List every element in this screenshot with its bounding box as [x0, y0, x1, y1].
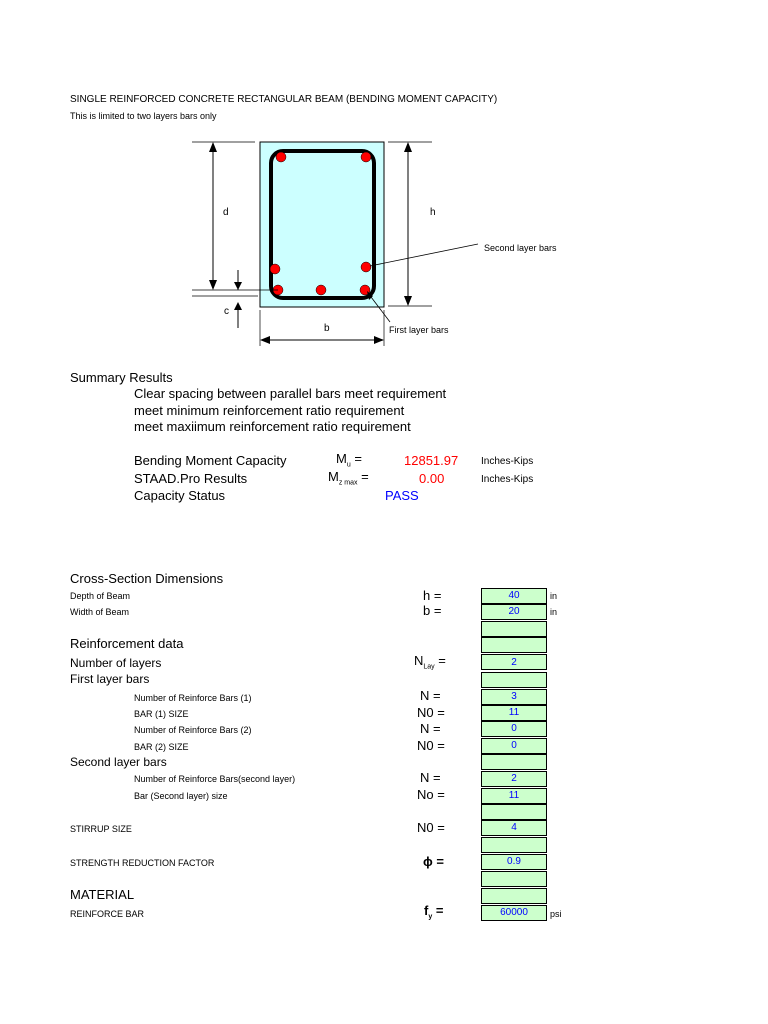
bar1-symbol: N0 = [417, 705, 445, 720]
dim-label-d: d [223, 207, 229, 218]
width-unit: in [550, 607, 558, 617]
bar2-symbol: N0 = [417, 738, 445, 753]
bar2-input[interactable]: 0 [511, 740, 517, 751]
top-bar-left [276, 152, 286, 162]
page-title: SINGLE REINFORCED CONCRETE RECTANGULAR BEAM (BENDING MOMENT CAPACITY) [70, 94, 498, 105]
dim-label-h: h [430, 207, 436, 218]
reinforcement-heading: Reinforcement data [70, 636, 184, 651]
layers-symbol: $N_{Lay}$ = [414, 653, 446, 671]
bending-capacity-value: 12851.97 [404, 453, 459, 468]
phi-symbol: ϕ = [423, 854, 444, 869]
depth-input[interactable]: 40 [508, 590, 520, 601]
n-second-label: Number of Reinforce Bars(second layer) [134, 774, 296, 784]
bending-capacity-unit: Inches-Kips [481, 456, 534, 467]
second-layer-heading: Second layer bars [70, 755, 167, 769]
first-layer-heading: First layer bars [70, 672, 150, 686]
page-subtitle: This is limited to two layers bars only [70, 111, 217, 121]
second-layer-label: Second layer bars [484, 243, 557, 253]
capacity-status-label: Capacity Status [134, 488, 226, 503]
phi-input[interactable]: 0.9 [507, 856, 521, 867]
fy-symbol: $f_y$ = [424, 903, 444, 921]
summary-line-spacing: Clear spacing between parallel bars meet requirement [134, 386, 447, 401]
layers-label: Number of layers [70, 656, 162, 670]
stirrup-label: STIRRUP SIZE [70, 824, 132, 834]
bar2-label: BAR (2) SIZE [134, 742, 189, 752]
fy-unit: psi [550, 909, 562, 919]
capacity-status-value: PASS [385, 488, 419, 503]
summary-line-min-ratio: meet minimum reinforcement ratio requirement [134, 403, 405, 418]
n2-input[interactable]: 0 [511, 723, 517, 734]
bar-second-input[interactable]: 11 [508, 790, 520, 801]
summary-line-max-ratio: meet maxiimum reinforcement ratio requirement [134, 419, 411, 434]
n2-label: Number of Reinforce Bars (2) [134, 725, 252, 735]
second-layer-bar-right [361, 262, 371, 272]
bar1-input[interactable]: 11 [508, 707, 520, 718]
dim-label-b: b [324, 323, 330, 334]
beam-section-diagram [0, 0, 768, 360]
n1-label: Number of Reinforce Bars (1) [134, 693, 252, 703]
n-second-symbol: N = [420, 770, 441, 785]
summary-heading: Summary Results [70, 370, 173, 385]
staad-results-symbol: $M_{z max}$ = [328, 469, 369, 487]
n1-input[interactable]: 3 [511, 691, 517, 702]
stirrup-input[interactable]: 4 [511, 822, 517, 833]
depth-symbol: h = [423, 588, 442, 603]
concrete-section [260, 142, 384, 307]
n1-symbol: N = [420, 688, 441, 703]
fy-label: REINFORCE BAR [70, 909, 145, 919]
depth-unit: in [550, 591, 558, 601]
cross-section-heading: Cross-Section Dimensions [70, 571, 224, 586]
layers-input[interactable]: 2 [511, 657, 517, 668]
width-input[interactable]: 20 [508, 606, 520, 617]
staad-results-unit: Inches-Kips [481, 474, 534, 485]
first-layer-label: First layer bars [389, 325, 449, 335]
bending-capacity-symbol: $M_u$ = [336, 451, 362, 469]
material-heading: MATERIAL [70, 887, 135, 902]
bar-second-label: Bar (Second layer) size [134, 791, 228, 801]
depth-label: Depth of Beam [70, 591, 131, 601]
stirrup-symbol: N0 = [417, 820, 445, 835]
top-bar-right [361, 152, 371, 162]
staad-results-value: 0.00 [419, 471, 445, 486]
bar-second-symbol: No = [417, 787, 445, 802]
bending-capacity-label: Bending Moment Capacity [134, 453, 287, 468]
width-label: Width of Beam [70, 607, 130, 617]
n-second-input[interactable]: 2 [511, 773, 517, 784]
dim-label-c: c [224, 306, 229, 317]
second-layer-bar-left [270, 264, 280, 274]
width-symbol: b = [423, 603, 442, 618]
bar1-label: BAR (1) SIZE [134, 709, 189, 719]
phi-label: STRENGTH REDUCTION FACTOR [70, 858, 215, 868]
staad-results-label: STAAD.Pro Results [134, 471, 248, 486]
first-layer-bar-middle [316, 285, 326, 295]
n2-symbol: N = [420, 721, 441, 736]
fy-input[interactable]: 60000 [500, 907, 528, 918]
